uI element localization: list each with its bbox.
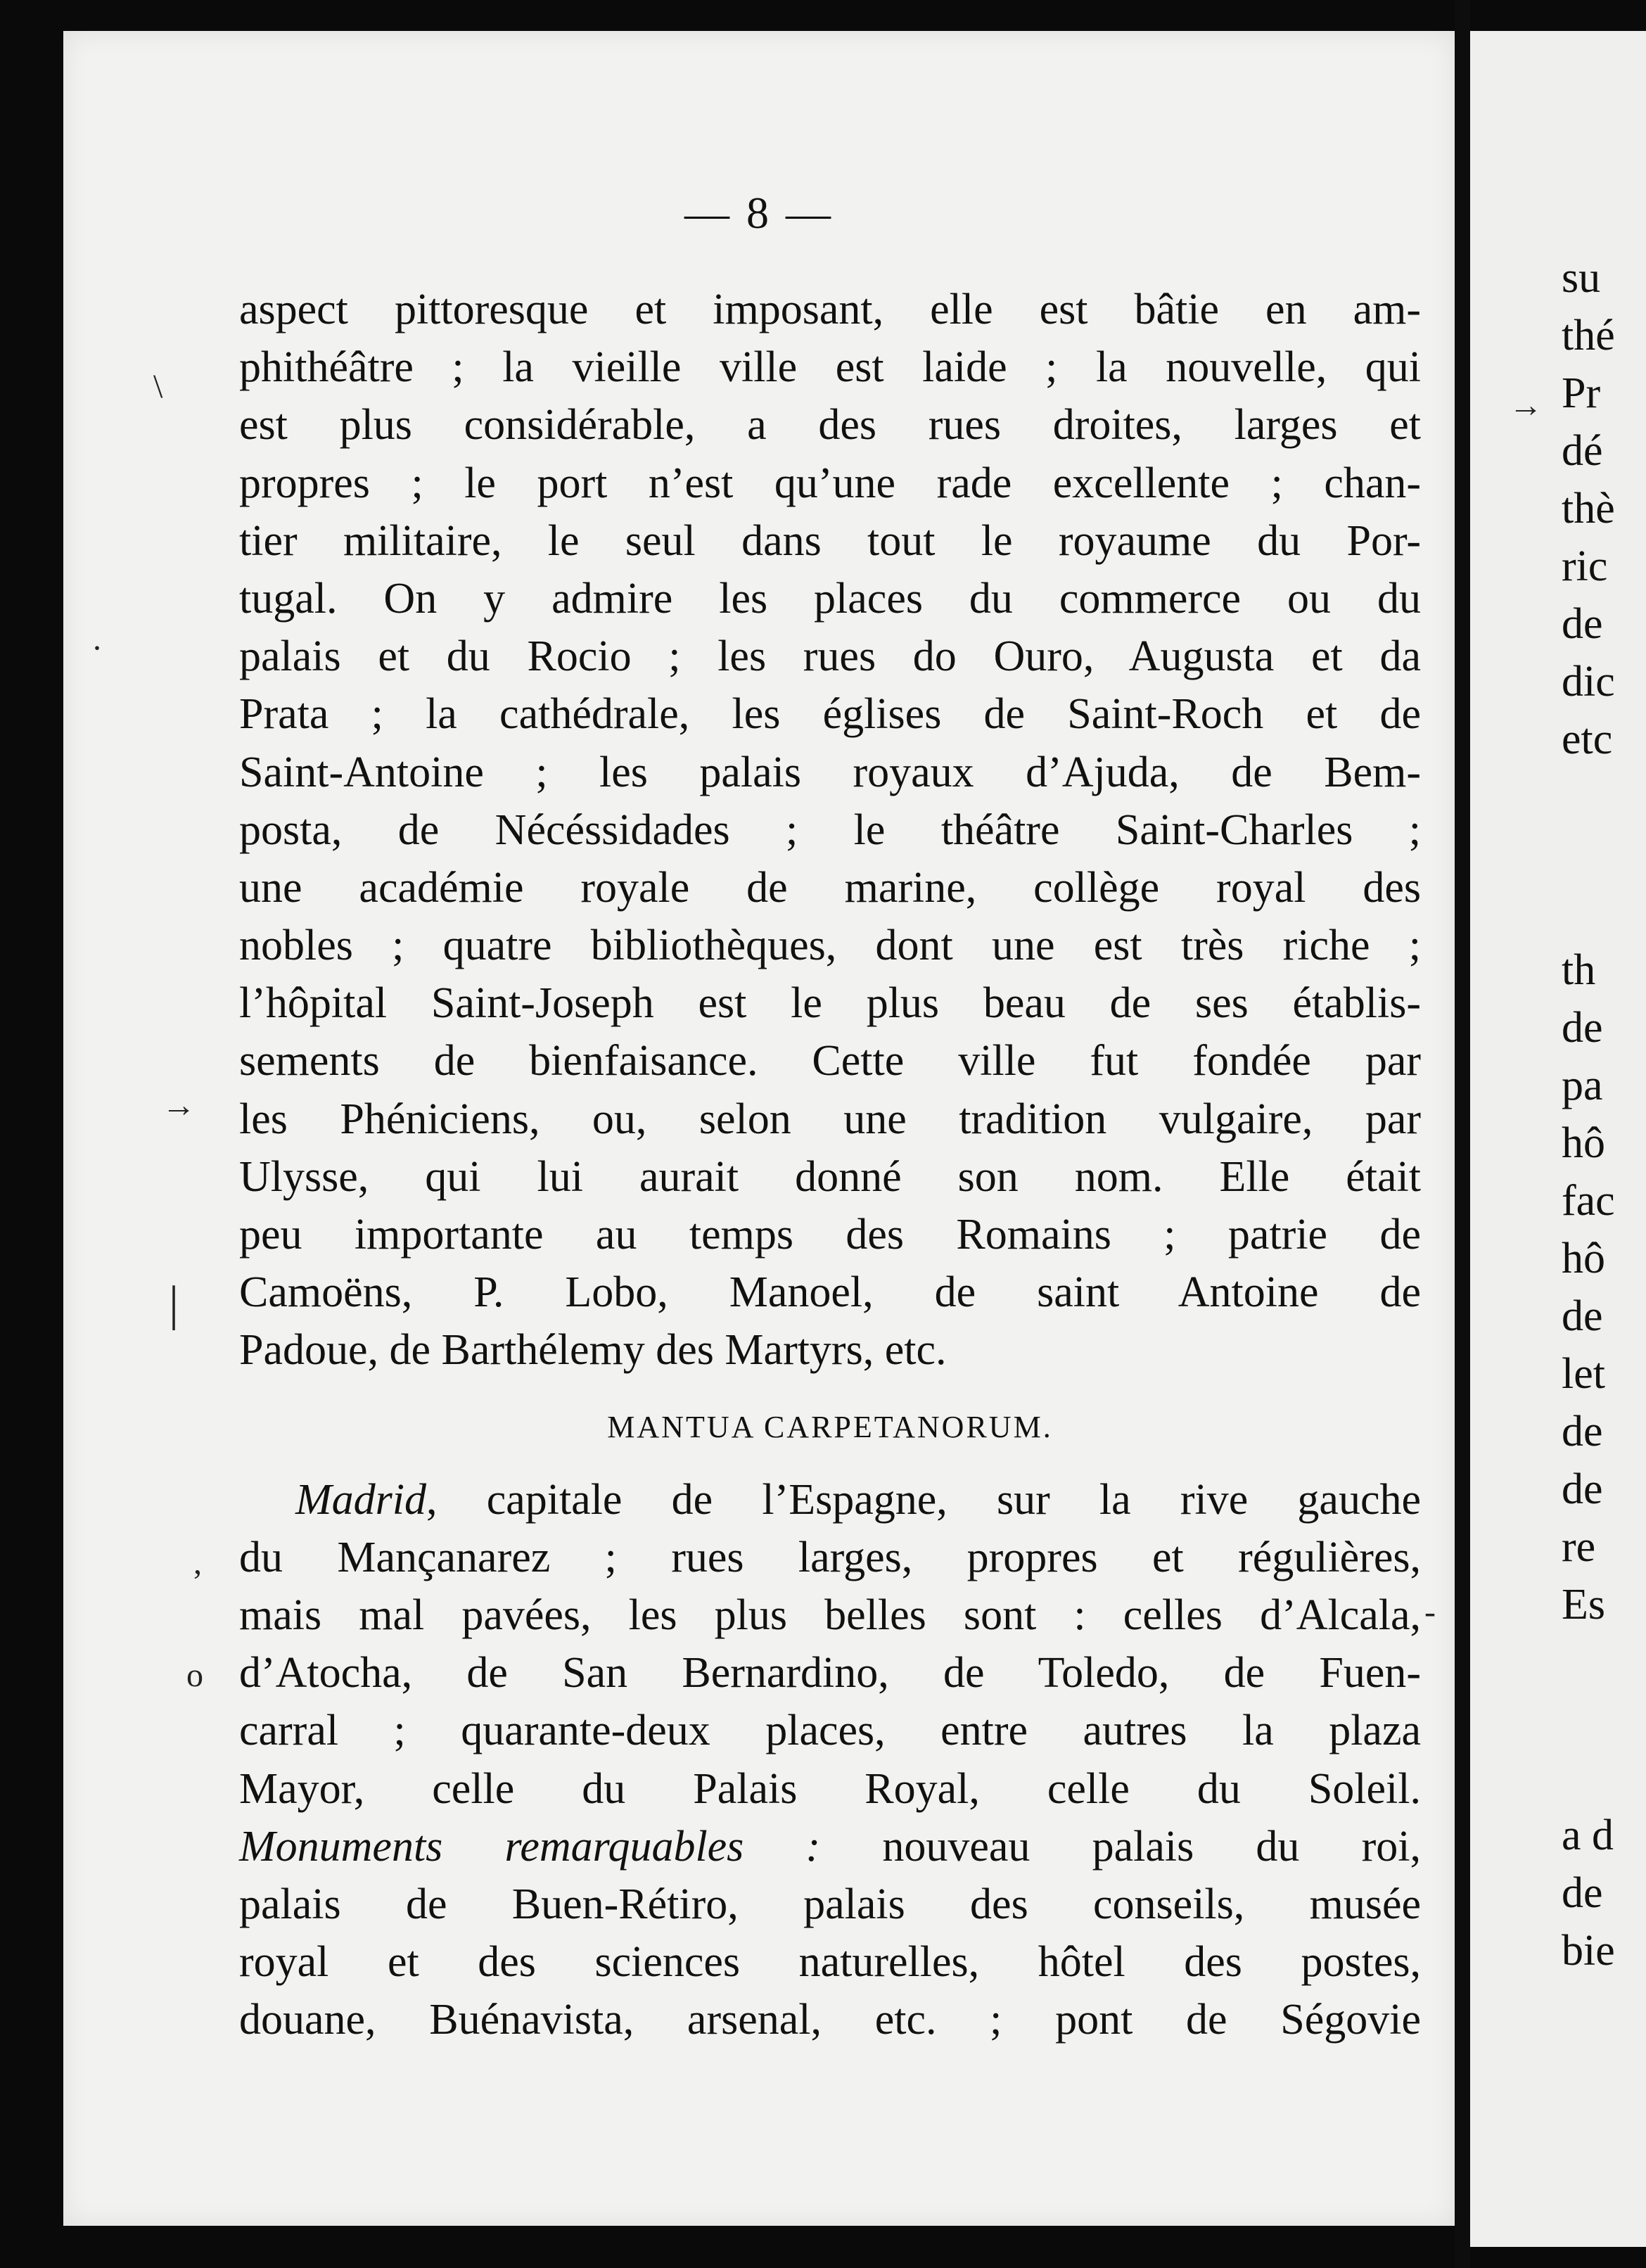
text-line: palais de Buen-Rétiro, palais des conseils, musée — [239, 1880, 1421, 1928]
text-line: les Phéniciens, ou, selon une tradition vulgaire, par — [239, 1095, 1421, 1143]
text-line: Prata ; la cathédrale, les églises de Saint-Roch et de — [239, 690, 1421, 739]
margin-mark: → — [1509, 387, 1543, 424]
margin-mark: , — [193, 1544, 202, 1581]
text-line: Mayor, celle du Palais Royal, celle du Soleil. — [239, 1764, 1421, 1813]
text-line: royal et des sciences naturelles, hôtel des postes, — [239, 1938, 1421, 1987]
text-fragment: hô — [1562, 1235, 1605, 1282]
text-line: Camoëns, P. Lobo, Manoel, de saint Antoine de — [239, 1268, 1421, 1317]
text-line-monuments — [239, 1818, 1421, 1875]
text-fragment: bie — [1562, 1927, 1615, 1975]
text-line: mais mal pavées, les plus belles sont : celles d’Alcala, — [239, 1591, 1421, 1639]
text-fragment: re — [1562, 1523, 1596, 1571]
margin-mark: · — [91, 630, 103, 667]
text-line: Ulysse, qui lui aurait donné son nom. Elle était — [239, 1152, 1421, 1201]
text-fragment: su — [1562, 254, 1601, 302]
city-name-italic: Madrid — [295, 1475, 426, 1524]
text-line: palais et du Rocio ; les rues do Ouro, Augusta et da — [239, 632, 1421, 681]
text-line: nobles ; quatre bibliothèques, dont une est très riche ; — [239, 922, 1421, 970]
text-line: d’Atocha, de San Bernardino, de Toledo, de Fuen- — [239, 1649, 1421, 1697]
text-run: , capitale de l’Espagne, sur la rive gauche — [426, 1475, 1421, 1524]
margin-mark: o — [186, 1657, 203, 1694]
text-fragment: etc — [1562, 715, 1613, 763]
monuments-label-italic: Monuments remarquables : — [239, 1822, 821, 1871]
text-line: sements de bienfaisance. Cette ville fut fondée par — [239, 1037, 1421, 1085]
text-fragment: thè — [1562, 485, 1615, 533]
text-run: nouveau palais du roi, — [820, 1822, 1421, 1871]
left-page — [63, 31, 1459, 2226]
right-page-fragment — [1470, 31, 1646, 2247]
right-page-text — [1562, 249, 1646, 1980]
text-line: aspect pittoresque et imposant, elle est bâtie en am- — [239, 286, 1421, 333]
text-fragment: let — [1562, 1350, 1605, 1398]
text-line: est plus considérable, a des rues droites, larges et — [239, 401, 1421, 450]
text-fragment: Pr — [1562, 369, 1601, 417]
margin-mark: \ — [153, 368, 163, 405]
text-line: du Mançanarez ; rues larges, propres et régulières, — [239, 1533, 1421, 1581]
text-line: tier militaire, le seul dans tout le royaume du Por- — [239, 516, 1421, 565]
text-fragment: dic — [1562, 658, 1615, 706]
paragraph-madrid — [239, 1471, 1421, 2049]
text-fragment: pa — [1562, 1062, 1603, 1109]
text-line: une académie royale de marine, collège royal des — [239, 863, 1421, 912]
text-fragment: fac — [1562, 1177, 1615, 1225]
text-fragment: hô — [1562, 1119, 1605, 1167]
text-fragment: de — [1562, 1408, 1603, 1455]
text-fragment: de — [1562, 1869, 1603, 1917]
margin-mark: | — [169, 1277, 179, 1331]
section-heading: MANTUA CARPETANORUM. — [607, 1409, 1053, 1444]
text-fragment: Es — [1562, 1581, 1605, 1629]
page-number: — 8 — — [684, 188, 834, 238]
text-line-first — [239, 1471, 1421, 1529]
text-fragment: de — [1562, 1292, 1603, 1340]
main-text — [239, 281, 1421, 2049]
text-fragment: dé — [1562, 427, 1603, 475]
text-line: posta, de Nécéssidades ; le théâtre Saint-Charles ; — [239, 805, 1421, 854]
text-line: tugal. On y admire les places du commerce ou du — [239, 574, 1421, 623]
text-fragment: thé — [1562, 312, 1615, 359]
book-gutter — [1455, 0, 1470, 2268]
text-line: Padoue, de Barthélemy des Martyrs, etc. — [239, 1326, 947, 1375]
text-fragment: de — [1562, 1004, 1603, 1052]
text-line: phithéâtre ; la vieille ville est laide ; la nouvelle, qui — [239, 343, 1421, 392]
text-line: Saint-Antoine ; les palais royaux d’Ajuda, de Bem- — [239, 748, 1421, 796]
text-line: douane, Buénavista, arsenal, etc. ; pont de Ségovie — [239, 1996, 1421, 2044]
text-line: l’hôpital Saint-Joseph est le plus beau de ses établis- — [239, 979, 1421, 1028]
text-fragment: de — [1562, 600, 1603, 648]
margin-mark: - — [1424, 1593, 1436, 1631]
text-fragment: ric — [1562, 542, 1608, 590]
text-fragment: de — [1562, 1465, 1603, 1513]
paragraph-lisbon — [239, 281, 1421, 1380]
text-line: carral ; quarante-deux places, entre autres la plaza — [239, 1707, 1421, 1755]
text-line: propres ; le port n’est qu’une rade excellente ; chan- — [239, 459, 1421, 507]
text-fragment: th — [1562, 946, 1596, 994]
text-line: peu importante au temps des Romains ; patrie de — [239, 1211, 1421, 1259]
margin-mark: → — [162, 1087, 196, 1124]
text-fragment: a d — [1562, 1811, 1614, 1859]
